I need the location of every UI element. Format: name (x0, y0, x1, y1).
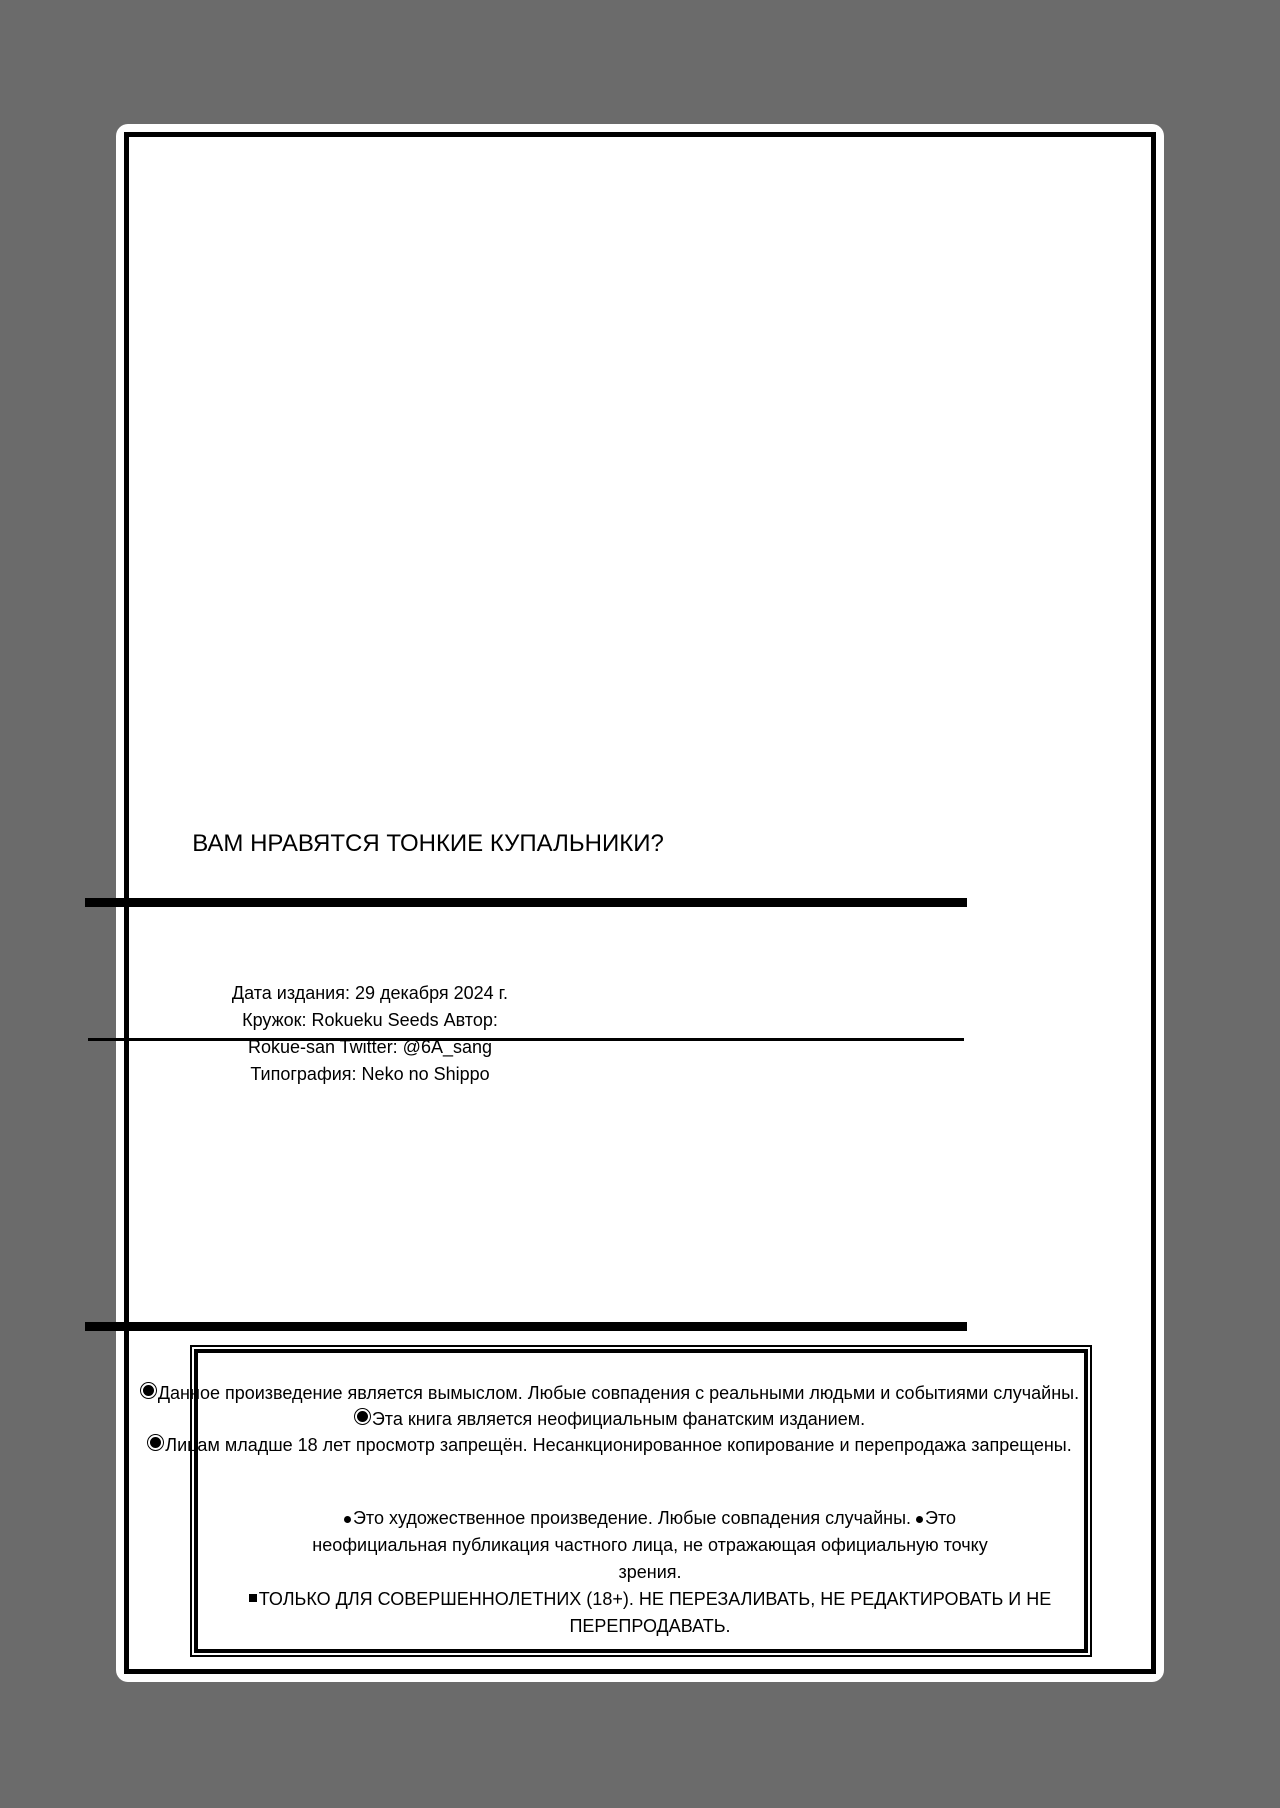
notices-bottom (150, 1505, 1150, 1640)
colophon-circle: Кружок: Rokueku Seeds Автор: (242, 1010, 498, 1030)
bullet-icon (916, 1516, 923, 1523)
bullet-square-icon (249, 1594, 257, 1602)
book-title: ВАМ НРАВЯТСЯ ТОНКИЕ КУПАЛЬНИКИ? (192, 830, 664, 857)
bullet-icon (141, 1383, 156, 1398)
colophon-date: Дата издания: 29 декабря 2024 г. (231, 983, 509, 1003)
bullet-icon (148, 1435, 163, 1450)
notice-fiction: Данное произведение является вымыслом. Любые совпадения с реальными людьми и событиями случайны. (90, 1380, 1130, 1406)
notice-fan-edition: Эта книга является неофициальным фанатским изданием. (90, 1406, 1130, 1432)
divider-bottom-thick (85, 1322, 967, 1331)
notice-fiction-2: Это художественное произведение. Любые совпадения случайны. Это неофициальная публикация частного лица, не отражающая официальную точку зрения. (312, 1508, 988, 1582)
bullet-icon (344, 1516, 351, 1523)
colophon-printer: Типография: Neko no Shippo (250, 1064, 490, 1084)
colophon-author: Rokue-san Twitter: @6A_sang (247, 1037, 493, 1057)
bullet-icon (355, 1409, 370, 1424)
colophon (190, 980, 550, 1088)
notice-adults-only: ТОЛЬКО ДЛЯ СОВЕРШЕННОЛЕТНИХ (18+). НЕ ПЕРЕЗАЛИВАТЬ, НЕ РЕДАКТИРОВАТЬ И НЕ ПЕРЕПРОДАВАТЬ. (200, 1586, 1100, 1640)
notice-age-restriction: Лицам младше 18 лет просмотр запрещён. Несанкционированное копирование и перепродажа запрещены. (90, 1432, 1130, 1458)
divider-top-thick (85, 898, 967, 907)
notices-top (90, 1380, 1130, 1458)
